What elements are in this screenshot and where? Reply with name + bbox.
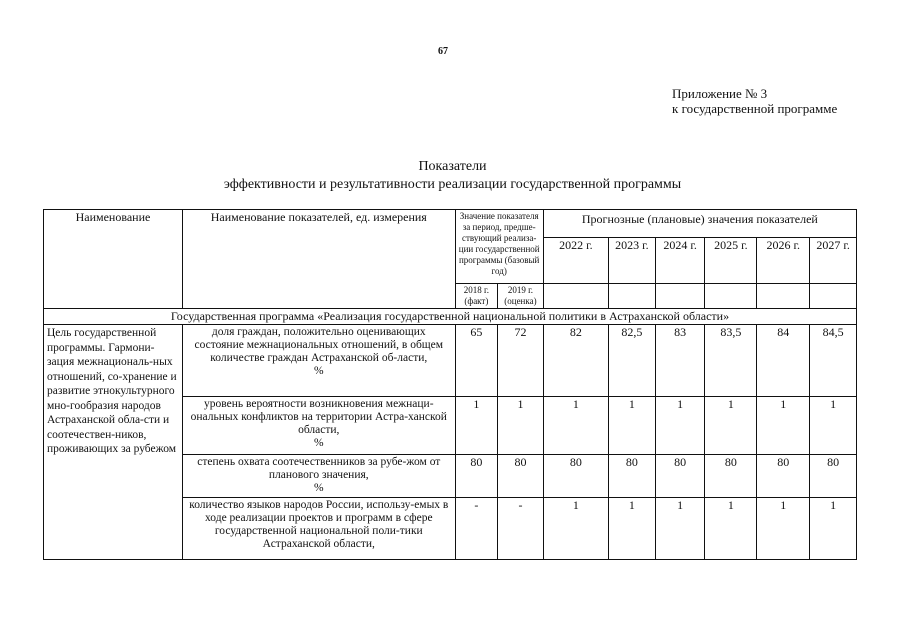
header-base-period: Значение показателя за период, предше-ствующий реализа-ции государственной программы (базовый год) — [455, 210, 543, 284]
value-2026: 1 — [757, 397, 810, 455]
value-2018: - — [455, 498, 498, 560]
value-2024: 83 — [655, 325, 705, 397]
header-year-2018: 2018 г. (факт) — [455, 284, 498, 309]
header-year-2026: 2026 г. — [757, 238, 810, 284]
value-2022: 1 — [543, 498, 608, 560]
indicator-text: доля граждан, положительно оценивающих состояние межнациональных отношений, в общем количестве граждан Астраханской об-ласти, — [194, 326, 444, 364]
value-2022: 1 — [543, 397, 608, 455]
value-2018: 80 — [455, 455, 498, 498]
value-2027: 1 — [810, 498, 857, 560]
value-2027: 1 — [810, 397, 857, 455]
header-year-2019: 2019 г. (оценка) — [498, 284, 544, 309]
appendix-line-2: к государственной программе — [672, 101, 838, 116]
page-number: 67 — [438, 46, 448, 57]
title-line-2: эффективности и результативности реализации государственной программы — [223, 177, 682, 192]
appendix-line-1: Приложение № 3 — [672, 86, 768, 101]
indicator-unit: % — [313, 365, 324, 377]
value-2019: 80 — [498, 455, 544, 498]
indicators-table — [43, 209, 857, 560]
indicator-unit: % — [313, 482, 324, 494]
indicator-cell — [182, 325, 455, 397]
value-2025: 1 — [705, 498, 757, 560]
value-2023: 82,5 — [609, 325, 656, 397]
document-title — [0, 158, 905, 194]
indicator-text: степень охвата соотечественников за рубе-жом от планового значения, — [197, 456, 441, 481]
program-goal: Цель государственной программы. Гармони-зация межнациональ-ных отношений, со-хранение и развитие этнокультурного мно-гообразия народов Астраханской обла-сти и соотечествен-ников, проживающих за рубежом — [44, 325, 183, 498]
table-row — [44, 325, 857, 397]
goal-continuation — [44, 498, 183, 560]
header-year-2022: 2022 г. — [543, 238, 608, 284]
indicator-text: уровень вероятности возникновения межнаци-ональных конфликтов на территории Астра-ханской области, — [190, 398, 447, 436]
indicator-text: количество языков народов России, использу-емых в ходе реализации проектов и программ в сфере государственной национальной поли-тики Астраханской области, — [189, 499, 449, 550]
value-2019: - — [498, 498, 544, 560]
appendix-label — [672, 86, 837, 116]
header-year-2025: 2025 г. — [705, 238, 757, 284]
value-2023: 80 — [609, 455, 656, 498]
value-2026: 84 — [757, 325, 810, 397]
value-2019: 72 — [498, 325, 544, 397]
header-name: Наименование — [44, 210, 183, 309]
indicator-cell — [182, 498, 455, 560]
program-title-row: Государственная программа «Реализация государственной национальной политики в Астраханской области» — [44, 309, 857, 325]
value-2022: 80 — [543, 455, 608, 498]
header-forecast: Прогнозные (плановые) значения показателей — [543, 210, 856, 238]
value-2025: 80 — [705, 455, 757, 498]
value-2027: 80 — [810, 455, 857, 498]
header-indicator: Наименование показателей, ед. измерения — [182, 210, 455, 309]
value-2024: 1 — [655, 498, 705, 560]
value-2023: 1 — [609, 498, 656, 560]
value-2018: 1 — [455, 397, 498, 455]
indicator-cell — [182, 455, 455, 498]
value-2027: 84,5 — [810, 325, 857, 397]
title-line-1: Показатели — [418, 159, 487, 174]
indicator-cell — [182, 397, 455, 455]
indicator-unit: % — [313, 437, 324, 449]
value-2023: 1 — [609, 397, 656, 455]
header-year-2024: 2024 г. — [655, 238, 705, 284]
value-2019: 1 — [498, 397, 544, 455]
value-2022: 82 — [543, 325, 608, 397]
value-2025: 1 — [705, 397, 757, 455]
value-2026: 1 — [757, 498, 810, 560]
value-2025: 83,5 — [705, 325, 757, 397]
value-2026: 80 — [757, 455, 810, 498]
header-year-2023: 2023 г. — [609, 238, 656, 284]
value-2024: 80 — [655, 455, 705, 498]
value-2024: 1 — [655, 397, 705, 455]
table-row — [44, 498, 857, 560]
header-year-2027: 2027 г. — [810, 238, 857, 284]
value-2018: 65 — [455, 325, 498, 397]
